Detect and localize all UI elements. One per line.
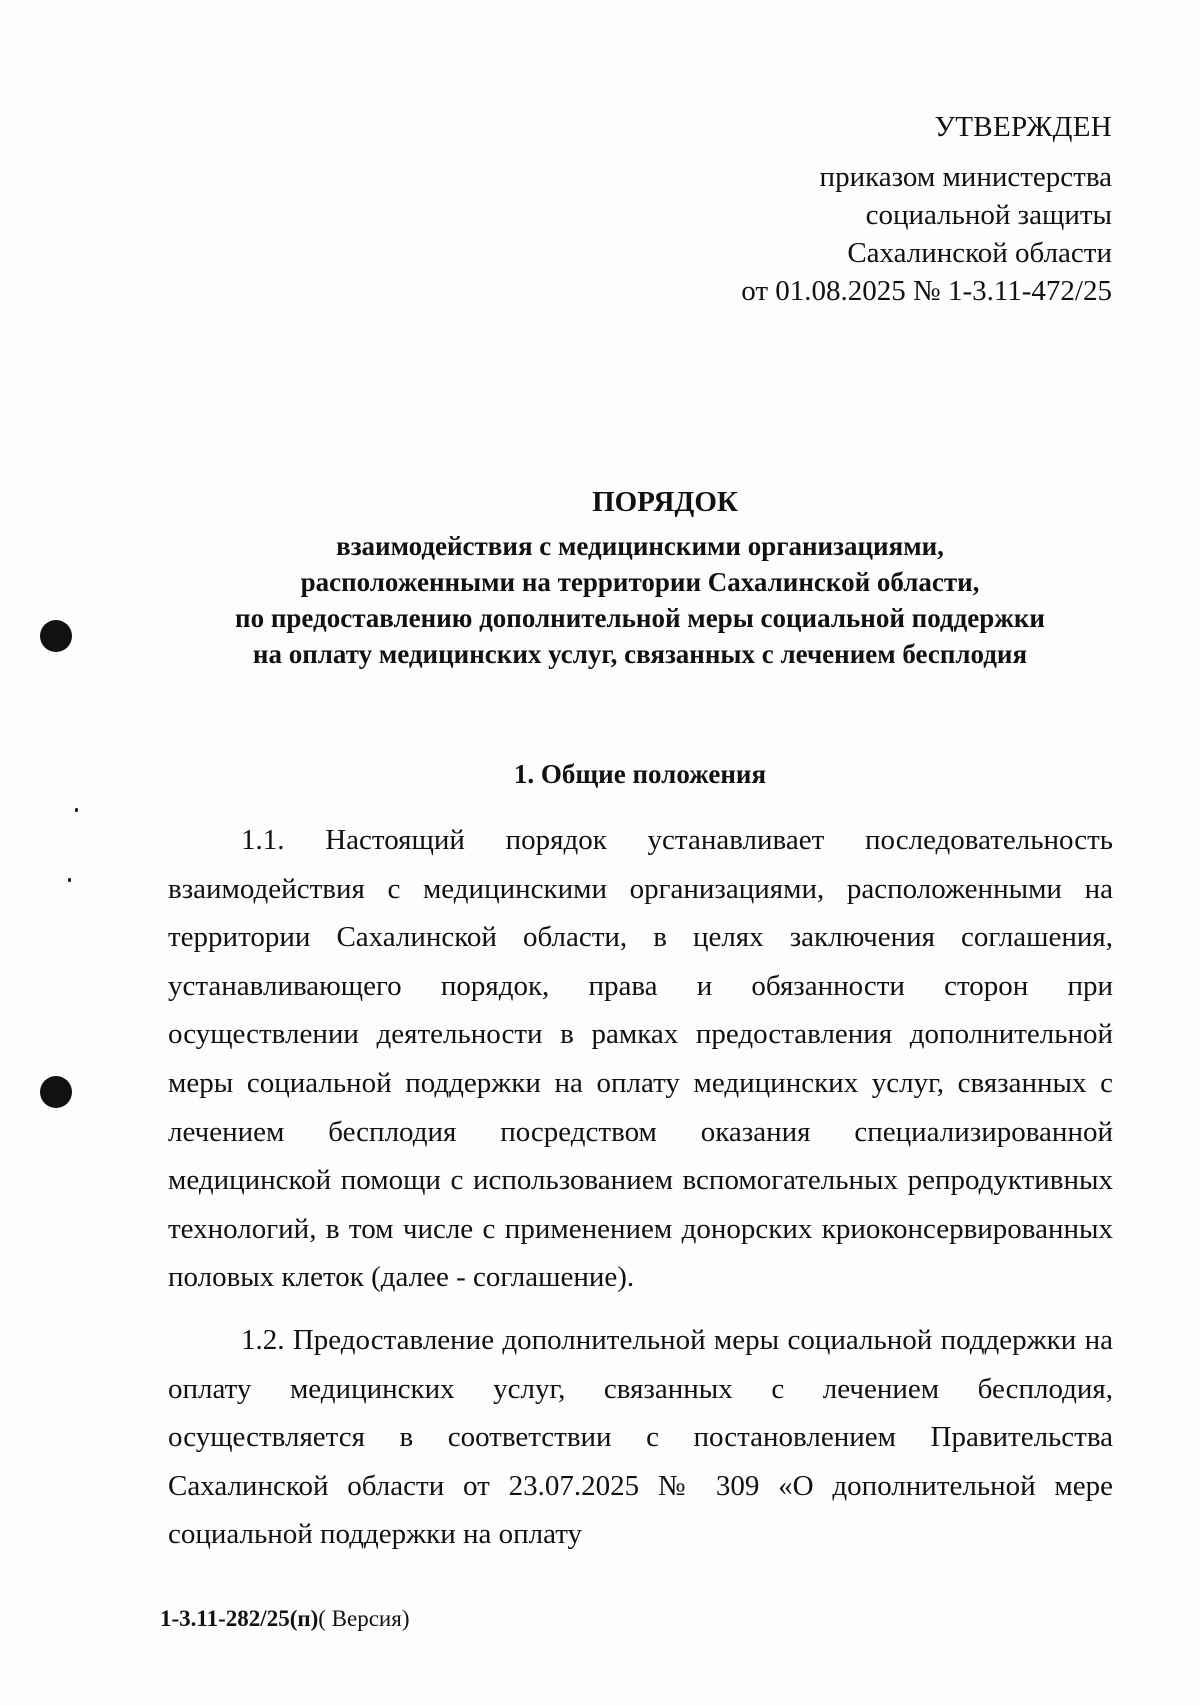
scan-speck	[68, 878, 71, 882]
approval-order-number: от 01.08.2025 № 1-3.11-472/25	[741, 275, 1112, 307]
approval-title: УТВЕРЖДЕН	[934, 111, 1112, 143]
approval-line: социальной защиты	[865, 199, 1112, 231]
footer-document-code	[160, 1606, 409, 1632]
punch-hole-mark	[40, 1076, 72, 1108]
document-subtitle-line: на оплату медицинских услуг, связанных с лечением бесплодия	[252, 639, 1028, 669]
approval-line: приказом министерства	[819, 161, 1112, 193]
section-body	[168, 816, 1113, 1573]
document-subtitle-line: по предоставлению дополнительной меры социальной поддержки	[235, 603, 1045, 633]
document-subtitle-line: взаимодействия с медицинскими организациями,	[336, 531, 944, 561]
section-heading: 1. Общие положения	[513, 759, 767, 789]
document-title-block	[160, 482, 1120, 672]
document-type: ПОРЯДОК	[592, 486, 738, 518]
approval-line: Сахалинской области	[847, 237, 1112, 269]
scan-speck	[75, 808, 78, 812]
footer-code: 1-3.11-282/25(п)	[160, 1606, 319, 1631]
approval-stamp	[741, 108, 1112, 310]
paragraph-1-2: 1.2. Предоставление дополнительной меры социальной поддержки на оплату медицинских услуг, связанных с лечением бесплодия, осуществляется в соответствии с постановлением Правительства Сахалинской области от 23.07.2025 № 309 «О дополнительной мере социальной поддержки на оплату	[168, 1323, 1113, 1551]
punch-hole-mark	[40, 620, 72, 652]
footer-version: ( Версия)	[318, 1606, 410, 1631]
paragraph-1-1: 1.1. Настоящий порядок устанавливает последовательность взаимодействия с медицинскими организациями, расположенными на территории Сахалинской области, в целях заключения соглашения, устанавливающего порядок, права и обязанности сторон при осуществлении деятельности в рамках предоставления дополнительной меры социальной поддержки на оплату медицинских услуг, связанных с лечением бесплодия посредством оказания специализированной медицинской помощи с использованием вспомогательных репродуктивных технологий, в том числе с применением донорских криоконсервированных половых клеток (далее - соглашение).	[168, 824, 1113, 1294]
document-subtitle-line: расположенными на территории Сахалинской области,	[300, 567, 980, 597]
